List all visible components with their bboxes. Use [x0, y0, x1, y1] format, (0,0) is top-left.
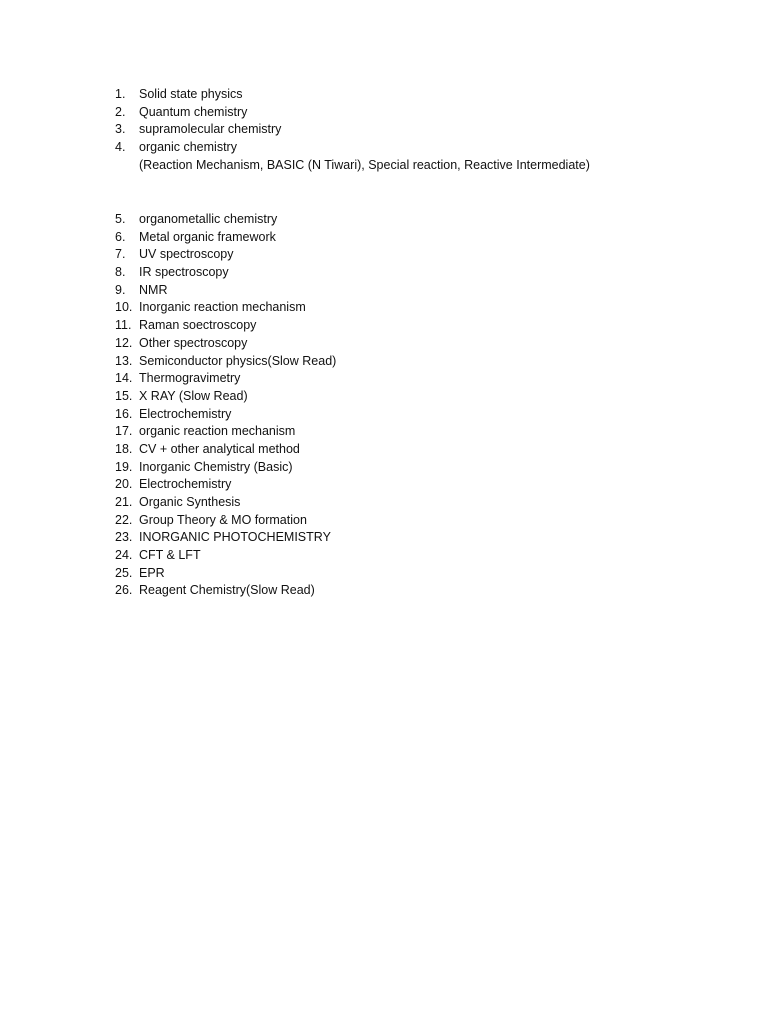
list-item — [115, 423, 735, 441]
list-item — [115, 282, 735, 300]
list-item — [115, 441, 735, 459]
list-number: 6. — [115, 229, 126, 244]
list-item — [115, 246, 735, 264]
list-text: Organic Synthesis — [139, 495, 241, 509]
list-item — [115, 211, 735, 229]
list-number: 3. — [115, 122, 126, 137]
list-item — [115, 353, 735, 371]
list-text: CFT & LFT — [139, 548, 201, 563]
list-text: organic chemistry — [139, 140, 237, 155]
list-item — [115, 370, 735, 388]
list-text: Solid state physics — [139, 87, 243, 101]
list-text: Semiconductor physics(Slow Read) — [139, 353, 337, 368]
topic-list-top — [115, 86, 735, 174]
list-item — [115, 121, 735, 139]
list-number: 1. — [115, 87, 126, 101]
list-item — [115, 512, 735, 530]
list-number: 8. — [115, 265, 126, 280]
list-item — [115, 582, 735, 600]
list-number: 11. — [115, 318, 132, 333]
list-number: 15. — [115, 388, 133, 403]
list-text: Inorganic Chemistry (Basic) — [139, 459, 293, 474]
list-text: Metal organic framework — [139, 229, 276, 244]
list-number: 5. — [115, 212, 126, 226]
topic-list-bottom — [115, 211, 735, 600]
list-number: 10. — [115, 300, 133, 315]
list-item — [115, 476, 735, 494]
list-text: Other spectroscopy — [139, 335, 248, 350]
list-text: Raman soectroscopy — [139, 318, 257, 333]
list-text: Electrochemistry — [139, 477, 232, 492]
list-text: Inorganic reaction mechanism — [139, 300, 306, 315]
organic-chemistry-note: (Reaction Mechanism, BASIC (N Tiwari), Special reaction, Reactive Intermediate) — [139, 157, 590, 172]
list-text: IR spectroscopy — [139, 265, 229, 280]
list-text: organic reaction mechanism — [139, 424, 296, 439]
list-number: 2. — [115, 104, 126, 119]
list-item — [115, 335, 735, 353]
list-item — [115, 529, 735, 547]
list-number: 25. — [115, 565, 133, 580]
list-item — [115, 459, 735, 477]
list-text: Group Theory & MO formation — [139, 512, 307, 527]
list-item — [115, 317, 735, 335]
list-number: 17. — [115, 424, 133, 439]
list-text: Quantum chemistry — [139, 104, 248, 119]
list-text: X RAY (Slow Read) — [139, 388, 248, 403]
list-item — [115, 264, 735, 282]
list-text: INORGANIC PHOTOCHEMISTRY — [139, 530, 331, 545]
list-item — [115, 139, 735, 157]
list-item — [115, 494, 735, 512]
list-number: 12. — [115, 335, 133, 350]
list-number: 21. — [115, 495, 133, 509]
list-text: organometallic chemistry — [139, 212, 278, 226]
list-number: 26. — [115, 583, 133, 598]
list-number: 19. — [115, 459, 133, 474]
list-number: 14. — [115, 371, 133, 386]
list-text: CV + other analytical method — [139, 441, 300, 456]
list-number: 7. — [115, 247, 126, 262]
list-item — [115, 86, 735, 104]
list-number: 16. — [115, 406, 133, 421]
list-number: 20. — [115, 477, 133, 492]
list-item — [115, 547, 735, 565]
list-item — [115, 388, 735, 406]
list-item — [115, 299, 735, 317]
list-item — [115, 406, 735, 424]
list-text: Electrochemistry — [139, 406, 232, 421]
list-number: 24. — [115, 548, 133, 563]
list-text: EPR — [139, 565, 165, 580]
list-number: 4. — [115, 140, 126, 155]
list-item — [115, 565, 735, 583]
list-text: UV spectroscopy — [139, 247, 234, 262]
list-text: NMR — [139, 282, 168, 297]
list-item — [115, 229, 735, 247]
list-text: Reagent Chemistry(Slow Read) — [139, 583, 315, 598]
list-number: 9. — [115, 282, 126, 297]
list-text: Thermogravimetry — [139, 371, 241, 386]
list-number: 22. — [115, 512, 133, 527]
list-number: 18. — [115, 441, 133, 456]
list-number: 13. — [115, 353, 133, 368]
list-number: 23. — [115, 530, 133, 545]
list-item — [115, 104, 735, 122]
list-text: supramolecular chemistry — [139, 122, 282, 137]
